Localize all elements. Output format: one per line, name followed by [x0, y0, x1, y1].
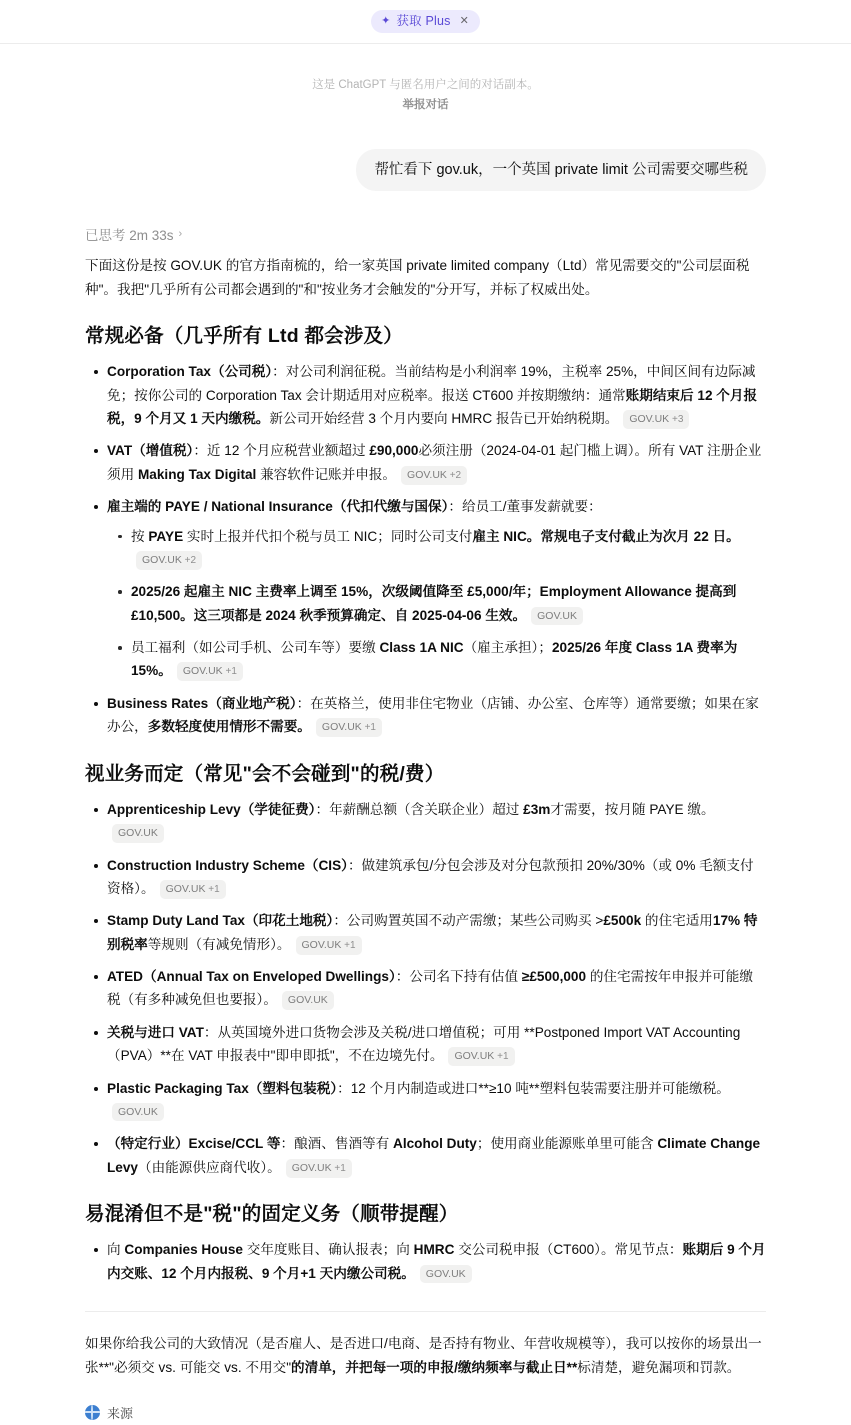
citation-count: +1 — [494, 1051, 509, 1063]
list-item-title: Corporation Tax（公司税） — [107, 364, 273, 380]
get-plus-button[interactable] — [371, 10, 480, 33]
content-divider — [85, 1311, 766, 1312]
body-text: （由能源供应商代收）。 — [137, 1159, 281, 1175]
assistant-intro-paragraph: 下面这份是按 GOV.UK 的官方指南梳的，给一家英国 private limited company（Ltd）常见需要交的"公司层面税种"。我把"几乎所有公司都会遇到的"和"按业务才会触发的"分开写，并标了权威出处。 — [85, 258, 750, 297]
sources-label: 来源 — [107, 1405, 134, 1421]
body-text: ：给员工/董事发薪就要： — [448, 499, 602, 515]
body-text: 员工福利（如公司手机、公司车等）要缴 — [131, 640, 380, 656]
nested-bullet-list — [107, 525, 766, 683]
sparkle-icon: ✦ — [381, 15, 391, 27]
section-bullet-list — [85, 360, 766, 738]
citation-chip[interactable]: GOV.UK — [282, 991, 334, 1010]
share-notice — [85, 76, 766, 115]
emphasis-text: Making Tax Digital — [137, 466, 257, 482]
body-text: 交公司税申报（CT600）。常见节点： — [454, 1242, 683, 1258]
section-bullet-list — [85, 1238, 766, 1285]
section-heading: 常规必备（几乎所有 Ltd 都会涉及） — [85, 325, 403, 347]
list-item — [107, 1238, 766, 1285]
body-text: 的住宅需按年申报并可能缴税（有多种减免但也要报）。 — [107, 969, 753, 1008]
list-item — [107, 1021, 766, 1068]
citation-count: +3 — [669, 414, 684, 426]
sources-button[interactable] — [85, 1403, 133, 1422]
body-text: ：对公司利润征税。当前结构是小利润率 19%，主税率 25%，中间区间有边际减免；按你公司的 Corporation Tax 会计期适用对应税率。报送 CT600 并按期缴纳：通常 — [107, 364, 756, 403]
body-text: ：酿酒、售酒等有 — [280, 1136, 394, 1152]
citation-count: +1 — [331, 1162, 346, 1174]
assistant-sections — [85, 323, 766, 1285]
emphasis-text: Climate Change Levy — [107, 1136, 761, 1175]
emphasis-text: 17% 特别税率 — [107, 913, 758, 952]
citation-chip[interactable]: GOV.UK +1 — [296, 936, 362, 955]
citation-count: +1 — [205, 883, 220, 895]
emphasis-text: Companies House — [124, 1242, 243, 1258]
thinking-duration-toggle[interactable] — [85, 224, 182, 244]
body-text: ：年薪酬总额（含关联企业）超过 — [315, 801, 524, 817]
body-text: ；使用商业能源账单里可能含 — [476, 1136, 658, 1152]
list-item-title: Plastic Packaging Tax（塑料包装税） — [107, 1080, 338, 1096]
emphasis-text: PAYE — [148, 528, 184, 544]
body-text: ：做建筑承包/分包会涉及对分包款预扣 20%/30%（或 0% 毛额支付资格）。 — [107, 857, 754, 896]
get-plus-label: 获取 Plus — [396, 14, 451, 29]
citation-chip[interactable]: GOV.UK +3 — [623, 410, 689, 429]
body-text: 新公司开始经营 3 个月内要向 HMRC 报告已开始纳税期。 — [269, 411, 619, 427]
list-item — [107, 1132, 766, 1179]
citation-chip[interactable]: GOV.UK +1 — [448, 1047, 514, 1066]
citation-count: +1 — [361, 722, 376, 734]
section-heading: 易混淆但不是"税"的固定义务（顺带提醒） — [85, 1203, 459, 1226]
citation-chip[interactable]: GOV.UK +1 — [177, 662, 243, 681]
body-text: 才需要，按月随 PAYE 缴。 — [550, 801, 715, 817]
body-text: 标清楚，避免漏项和罚款。 — [577, 1359, 741, 1375]
body-text: ：公司名下持有估值 — [395, 969, 522, 985]
citation-count: +2 — [181, 554, 197, 566]
body-text: 等规则（有减免情形）。 — [147, 936, 291, 952]
emphasis-text: £500k — [603, 913, 642, 929]
list-item — [107, 692, 766, 739]
section-bullet-list — [85, 798, 766, 1179]
citation-count: +1 — [222, 666, 237, 678]
list-item — [107, 439, 766, 486]
report-conversation-link[interactable]: 举报对话 — [402, 99, 449, 112]
nested-list-item — [131, 636, 766, 683]
body-text: 的住宅适用 — [641, 913, 713, 929]
list-item-title: 雇主端的 PAYE / National Insurance（代扣代缴与国保） — [107, 499, 449, 515]
emphasis-text: £90,000 — [369, 443, 419, 459]
top-bar — [0, 0, 851, 44]
body-text: 交年度账目、确认报表；向 — [242, 1242, 414, 1258]
emphasis-text: 账期结束后 12 个月报税，9 个月又 1 天内缴税。 — [107, 387, 758, 427]
emphasis-text: 的清单，并把每一项的申报/缴纳频率与截止日** — [291, 1359, 578, 1375]
citation-chip[interactable]: GOV.UK +2 — [136, 551, 202, 570]
list-item — [107, 360, 766, 430]
emphasis-text: £3m — [523, 801, 551, 817]
globe-icon — [85, 1405, 100, 1420]
citation-chip[interactable]: GOV.UK +1 — [160, 880, 226, 899]
emphasis-text: ≥£500,000 — [521, 969, 587, 985]
body-text: ：从英国境外进口货物会涉及关税/进口增值税；可用 **Postponed Import VAT Accounting（PVA）**在 VAT 申报表中"即申即抵"，不在边境先付。 — [107, 1024, 741, 1064]
emphasis-text: Alcohol Duty — [393, 1136, 477, 1152]
chevron-right-icon: › — [178, 228, 183, 241]
list-item-title: Apprenticeship Levy（学徒征费） — [107, 801, 316, 817]
citation-chip[interactable]: GOV.UK +2 — [401, 466, 467, 485]
citation-chip[interactable]: GOV.UK +1 — [316, 718, 382, 737]
body-text: 兼容软件记账并申报。 — [256, 466, 397, 482]
citation-chip[interactable]: GOV.UK — [531, 607, 583, 626]
body-text: ：近 12 个月应税营业额超过 — [193, 443, 370, 459]
nested-list-item — [131, 580, 766, 627]
emphasis-text: 2025/26 起雇主 NIC 主费率上调至 15%，次级阈值降至 £5,000/年；Employment Allowance 提高到 £10,500。这三项都是 2024 秋季预算确定、自 2025-04-06 生效。 — [131, 584, 737, 623]
citation-count: +2 — [446, 469, 462, 481]
body-text: ：在英格兰，使用非住宅物业（店铺、办公室、仓库等）通常要缴；如果在家办公， — [107, 695, 759, 735]
body-text: 向 — [107, 1242, 125, 1258]
close-icon[interactable]: ✕ — [459, 15, 469, 27]
emphasis-text: 多数轻度使用情形不需要。 — [147, 719, 311, 735]
user-message-bubble: 帮忙看下 gov.uk，一个英国 private limit 公司需要交哪些税 — [356, 149, 766, 191]
user-turn — [85, 149, 766, 191]
list-item — [107, 1077, 766, 1124]
list-item-title: ATED（Annual Tax on Enveloped Dwellings） — [107, 969, 396, 985]
list-item-title: （特定行业）Excise/CCL 等 — [107, 1136, 281, 1152]
emphasis-text: 雇主 NIC。常规电子支付截止为次月 22 日。 — [472, 528, 740, 544]
emphasis-text: 账期后 9 个月内交账、12 个月内报税、9 个月+1 天内缴公司税。 — [107, 1242, 766, 1281]
body-text: 实时上报并代扣个税与员工 NIC；同时公司支付 — [183, 528, 473, 544]
body-text: ：12 个月内制造或进口**≥10 吨**塑料包装需要注册并可能缴税。 — [337, 1080, 730, 1096]
assistant-turn — [85, 224, 766, 1425]
assistant-closing-paragraph — [85, 1332, 766, 1379]
list-item — [107, 909, 766, 956]
body-text: 必须注册（2024-04-01 起门槛上调）。所有 VAT 注册企业须用 — [107, 443, 762, 482]
emphasis-text: 2025/26 年度 Class 1A 费率为 15%。 — [131, 640, 738, 679]
body-text: ：公司购置英国不动产需缴；某些公司购买 > — [333, 913, 604, 929]
section-heading: 视业务而定（常见"会不会碰到"的税/费） — [85, 762, 445, 785]
emphasis-text: Class 1A NIC — [379, 640, 464, 656]
list-item-title: Construction Industry Scheme（CIS） — [107, 857, 348, 873]
citation-chip[interactable]: GOV.UK — [112, 824, 164, 843]
citation-chip[interactable]: GOV.UK +1 — [286, 1159, 352, 1178]
citation-count: +1 — [341, 939, 356, 951]
list-item-title: Business Rates（商业地产税） — [107, 695, 297, 711]
body-text: 按 — [131, 528, 149, 544]
emphasis-text: HMRC — [413, 1242, 455, 1258]
list-item-title: VAT（增值税） — [107, 443, 194, 459]
citation-chip[interactable]: GOV.UK — [420, 1265, 472, 1284]
body-text: 如果你给我公司的大致情况（是否雇人、是否进口/电商、是否持有物业、年营收规模等），我可以按你的场景出一张**"必须交 vs. 可能交 vs. 不用交" — [85, 1336, 762, 1375]
body-text: （雇主承担）； — [463, 640, 552, 656]
list-item-title: Stamp Duty Land Tax（印花土地税） — [107, 913, 334, 929]
nested-list-item — [131, 525, 766, 572]
list-item — [107, 798, 766, 845]
list-item — [107, 495, 766, 683]
list-item — [107, 965, 766, 1012]
conversation-page — [0, 76, 851, 1425]
share-notice-text: 这是 ChatGPT 与匿名用户之间的对话副本。 — [312, 79, 539, 91]
list-item — [107, 854, 766, 901]
citation-chip[interactable]: GOV.UK — [112, 1103, 164, 1122]
list-item-title: 关税与进口 VAT — [107, 1024, 204, 1040]
thinking-duration-label: 已思考 2m 33s — [85, 228, 174, 244]
